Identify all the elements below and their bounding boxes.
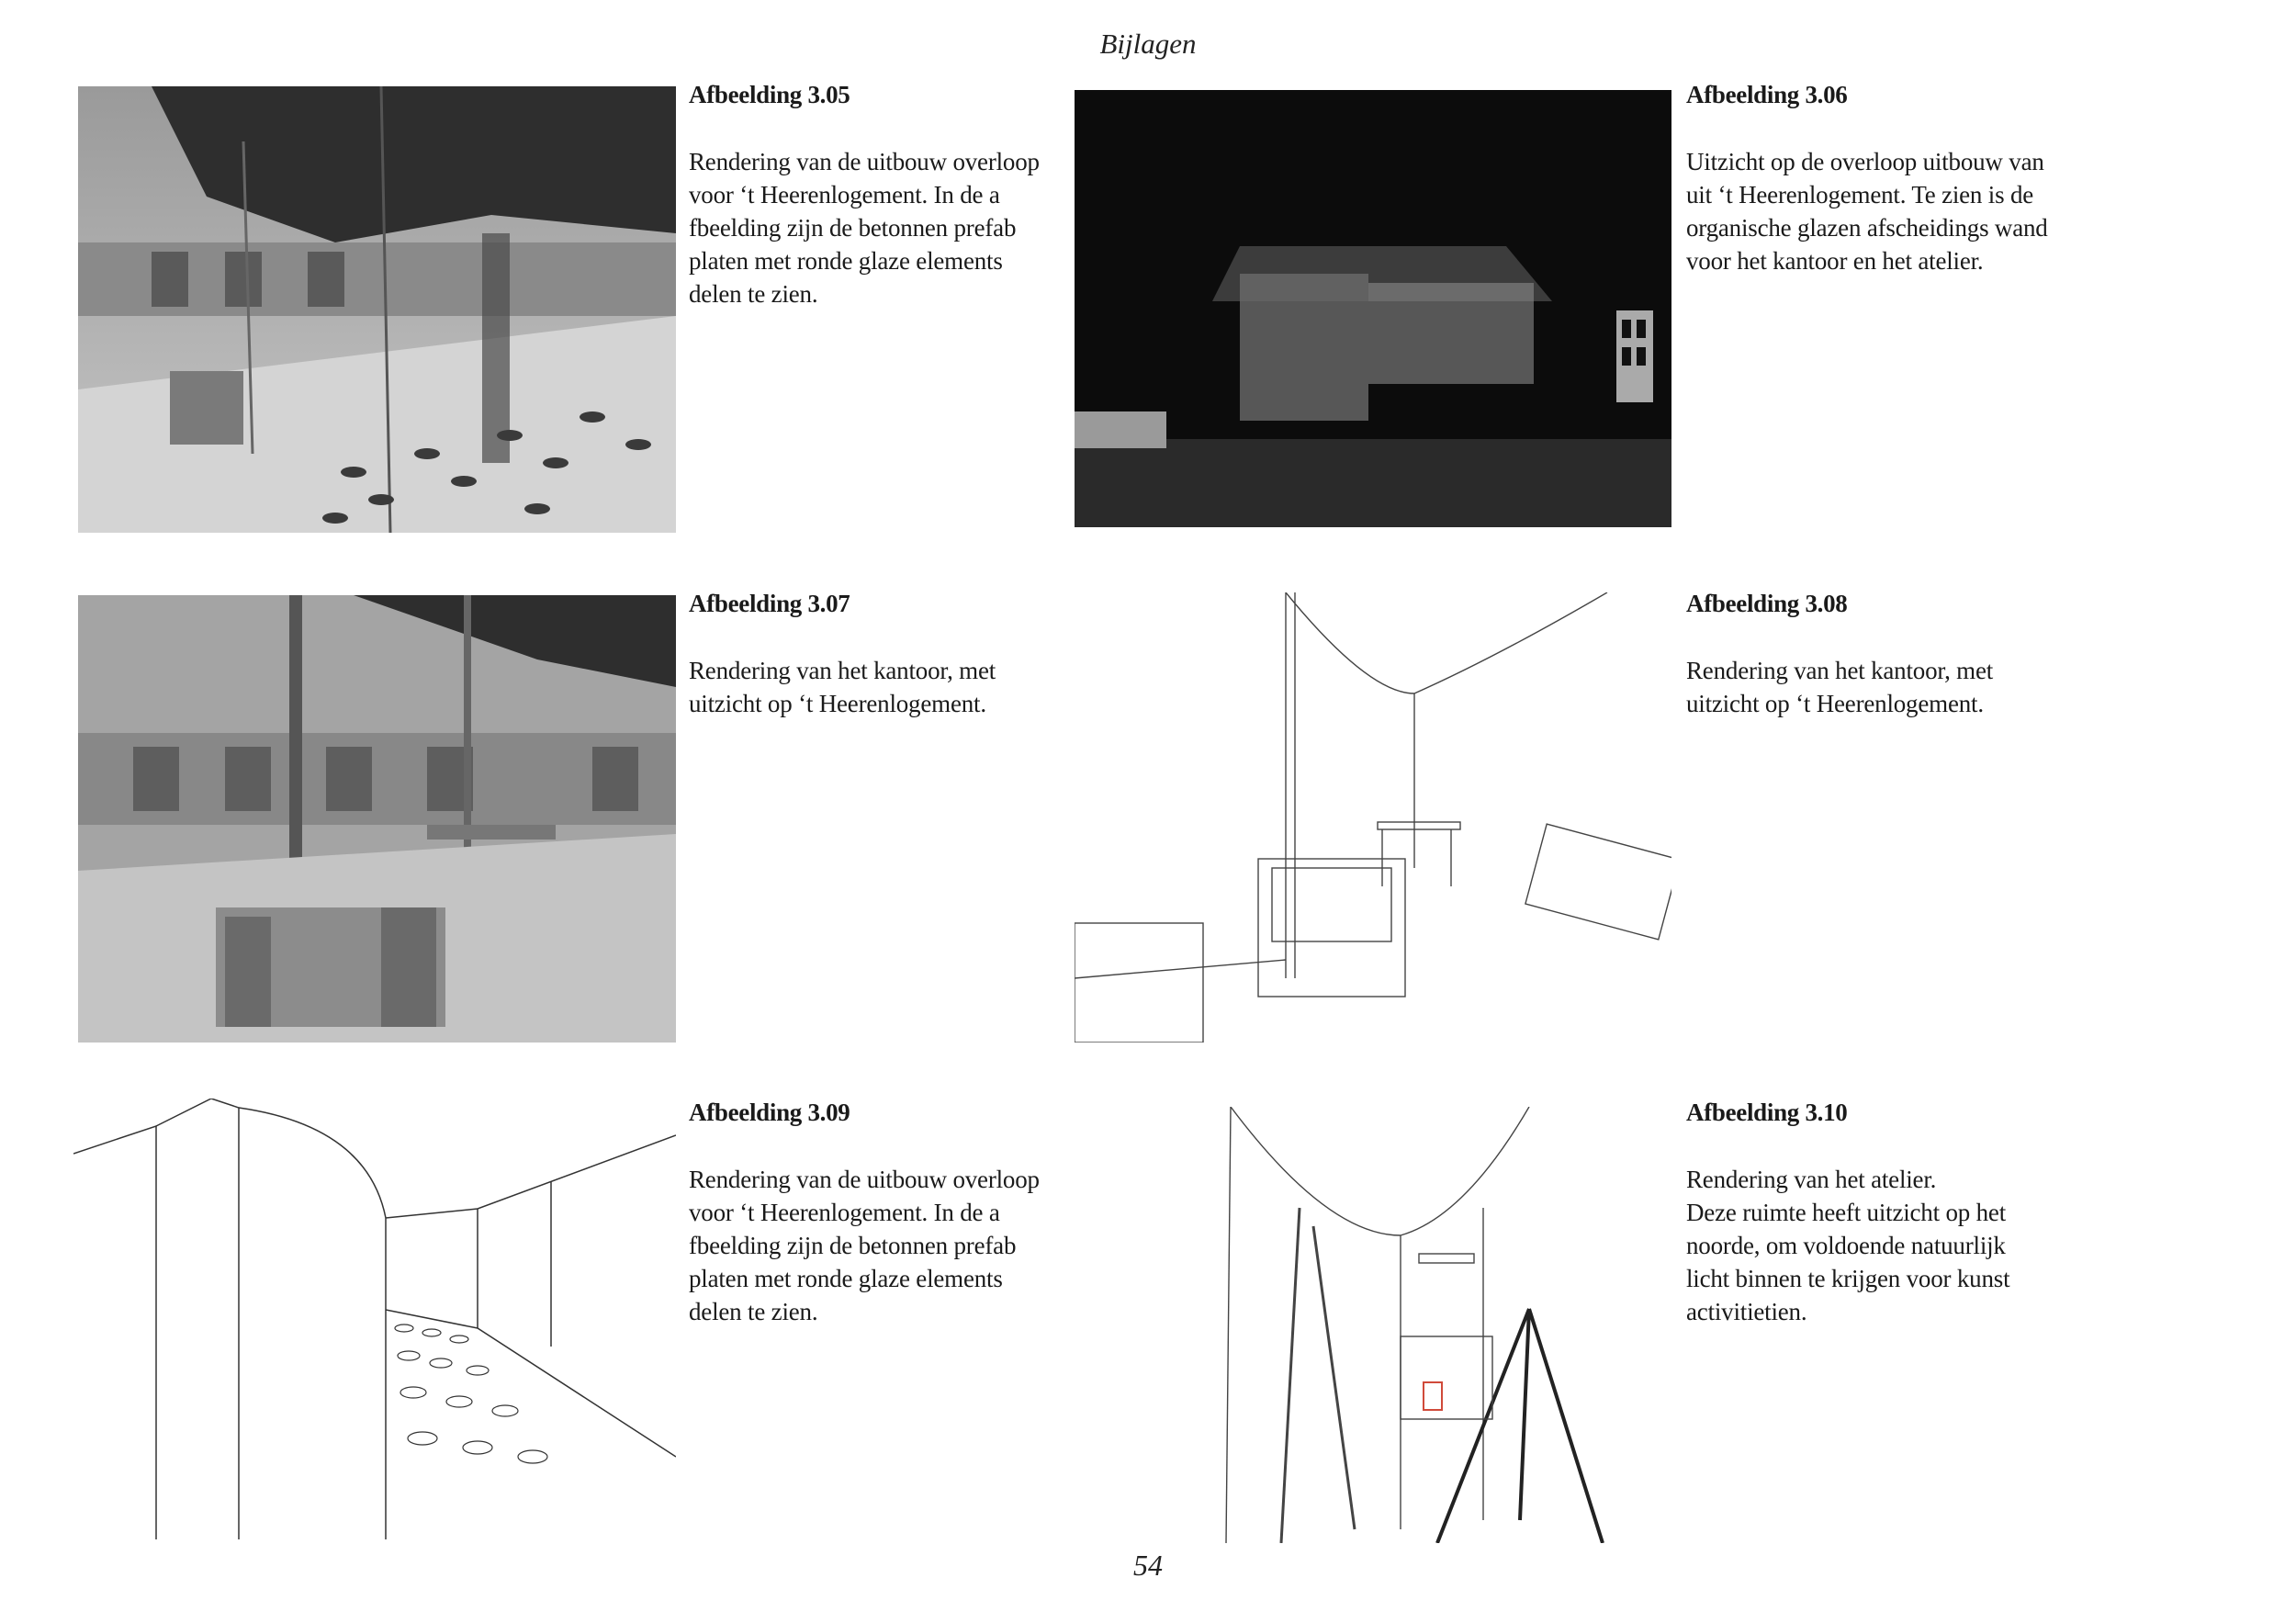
figure-description: Rendering van het kantoor, met uitzicht op ‘t Heerenlogement.	[1686, 657, 1994, 717]
figure-caption	[689, 1097, 1075, 1328]
figure-title: Afbeelding 3.05	[689, 81, 850, 108]
figure-caption	[689, 79, 1075, 310]
figure-description: Rendering van de uitbouw overloop voor ‘t Heerenlogement. In de a fbeelding zijn de betonnen prefab platen met ronde glaze elements delen te zien.	[689, 148, 1040, 308]
figure-title: Afbeelding 3.10	[1686, 1099, 1848, 1126]
page-header: Bijlagen	[1099, 28, 1197, 60]
figure-description: Uitzicht op de overloop uitbouw van uit ‘t Heerenlogement. Te zien is de organische glazen afscheidings wand voor het kantoor en het atelier.	[1686, 148, 2048, 275]
figure-title: Afbeelding 3.06	[1686, 81, 1848, 108]
figure-caption	[1686, 79, 2072, 277]
figure-image	[1075, 592, 1671, 1043]
figure-title: Afbeelding 3.07	[689, 590, 850, 617]
figure-caption	[1686, 1097, 2072, 1328]
figure-image	[1075, 90, 1671, 527]
figure-description: Rendering van de uitbouw overloop voor ‘t Heerenlogement. In de a fbeelding zijn de betonnen prefab platen met ronde glaze elements delen te zien.	[689, 1166, 1040, 1325]
figure-description: Rendering van het atelier. Deze ruimte heeft uitzicht op het noorde, om voldoende natuurlijk licht binnen te krijgen voor kunst activitietien.	[1686, 1166, 2010, 1325]
figure-title: Afbeelding 3.09	[689, 1099, 850, 1126]
figure-image	[73, 1099, 676, 1539]
figure-caption	[689, 588, 1075, 720]
figure-caption	[1686, 588, 2072, 720]
figure-image	[78, 86, 676, 533]
figure-description: Rendering van het kantoor, met uitzicht op ‘t Heerenlogement.	[689, 657, 996, 717]
figure-image	[1217, 1107, 1671, 1543]
figure-title: Afbeelding 3.08	[1686, 590, 1848, 617]
page-number: 54	[1133, 1549, 1163, 1582]
figure-image	[78, 595, 676, 1043]
